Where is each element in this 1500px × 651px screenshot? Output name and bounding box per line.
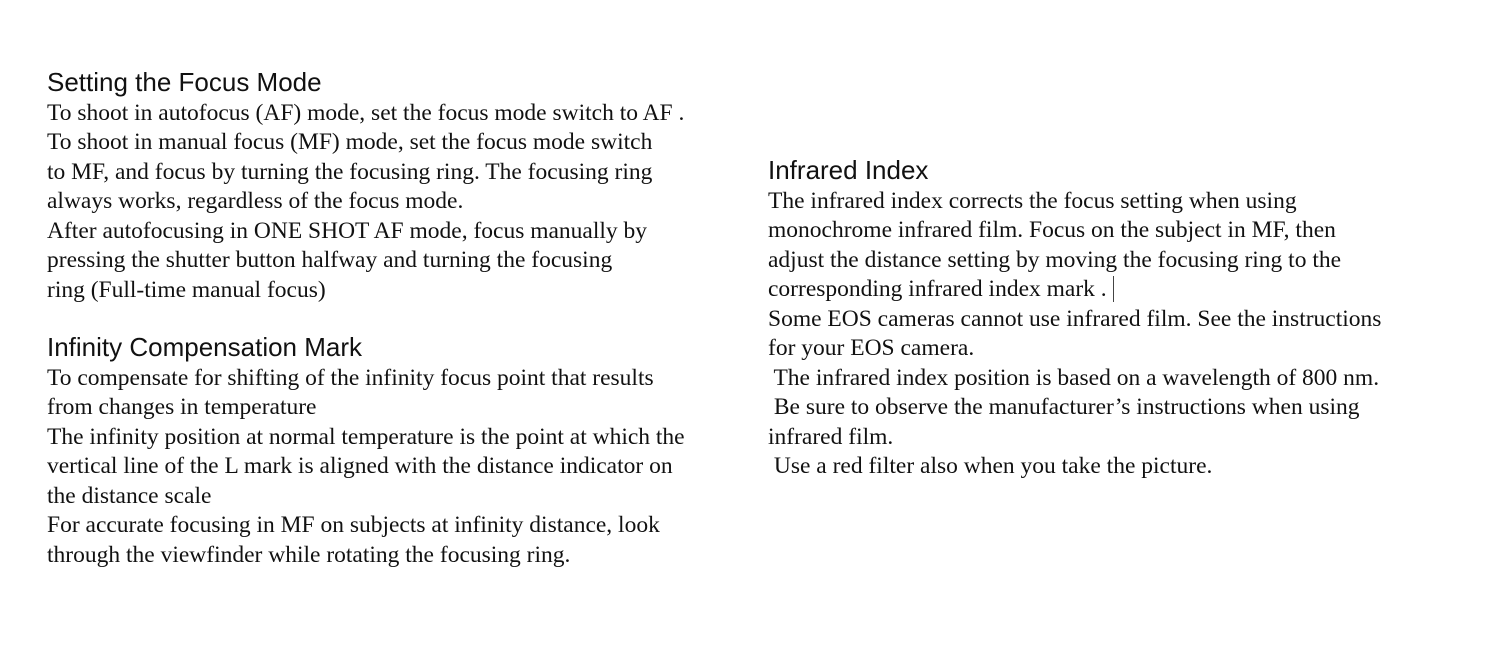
infinity-mark-line: For accurate focusing in MF on subjects at infinity distance, look <box>47 512 660 538</box>
focus-mode-line: to MF, and focus by turning the focusing ring. The focusing ring <box>47 159 653 185</box>
infrared-index-line: monochrome infrared film. Focus on the subject in MF, then <box>768 217 1336 243</box>
focus-mode-line: After autofocusing in ONE SHOT AF mode, focus manually by <box>47 218 648 244</box>
heading-infinity-compensation-mark: Infinity Compensation Mark <box>47 332 363 362</box>
infinity-mark-line: To compensate for shifting of the infinity focus point that results <box>47 365 654 391</box>
focus-mode-line: To shoot in manual focus (MF) mode, set the focus mode switch <box>47 129 653 155</box>
focus-mode-line: always works, regardless of the focus mode. <box>47 188 464 214</box>
infrared-index-line: Be sure to observe the manufacturer’s instructions when using <box>768 394 1360 420</box>
infinity-mark-line: from changes in temperature <box>47 394 317 420</box>
heading-infrared-index: Infrared Index <box>768 155 929 185</box>
infrared-index-line: corresponding infrared index mark . <box>768 276 1107 302</box>
infrared-index-line: infrared film. <box>768 424 894 450</box>
infrared-index-line: The infrared index position is based on a wavelength of 800 nm. <box>768 365 1380 391</box>
infinity-mark-line: vertical line of the L mark is aligned with the distance indicator on <box>47 453 673 479</box>
infrared-index-line: adjust the distance setting by moving the focusing ring to the <box>768 247 1342 273</box>
infrared-index-line: for your EOS camera. <box>768 335 975 361</box>
focus-mode-line: ring (Full-time manual focus) <box>47 277 326 303</box>
infinity-mark-line: the distance scale <box>47 483 212 509</box>
infrared-index-line: Some EOS cameras cannot use infrared film. See the instructions <box>768 306 1382 332</box>
text-cursor <box>1113 276 1114 302</box>
focus-mode-line: pressing the shutter button halfway and turning the focusing <box>47 247 613 273</box>
heading-focus-mode: Setting the Focus Mode <box>47 67 322 97</box>
infrared-index-line: The infrared index corrects the focus setting when using <box>768 188 1297 214</box>
infinity-mark-line: The infinity position at normal temperature is the point at which the <box>47 424 685 450</box>
infrared-index-line: Use a red filter also when you take the picture. <box>768 453 1213 479</box>
infinity-mark-line: through the viewfinder while rotating the focusing ring. <box>47 542 571 568</box>
focus-mode-line: To shoot in autofocus (AF) mode, set the focus mode switch to AF . <box>47 100 685 126</box>
